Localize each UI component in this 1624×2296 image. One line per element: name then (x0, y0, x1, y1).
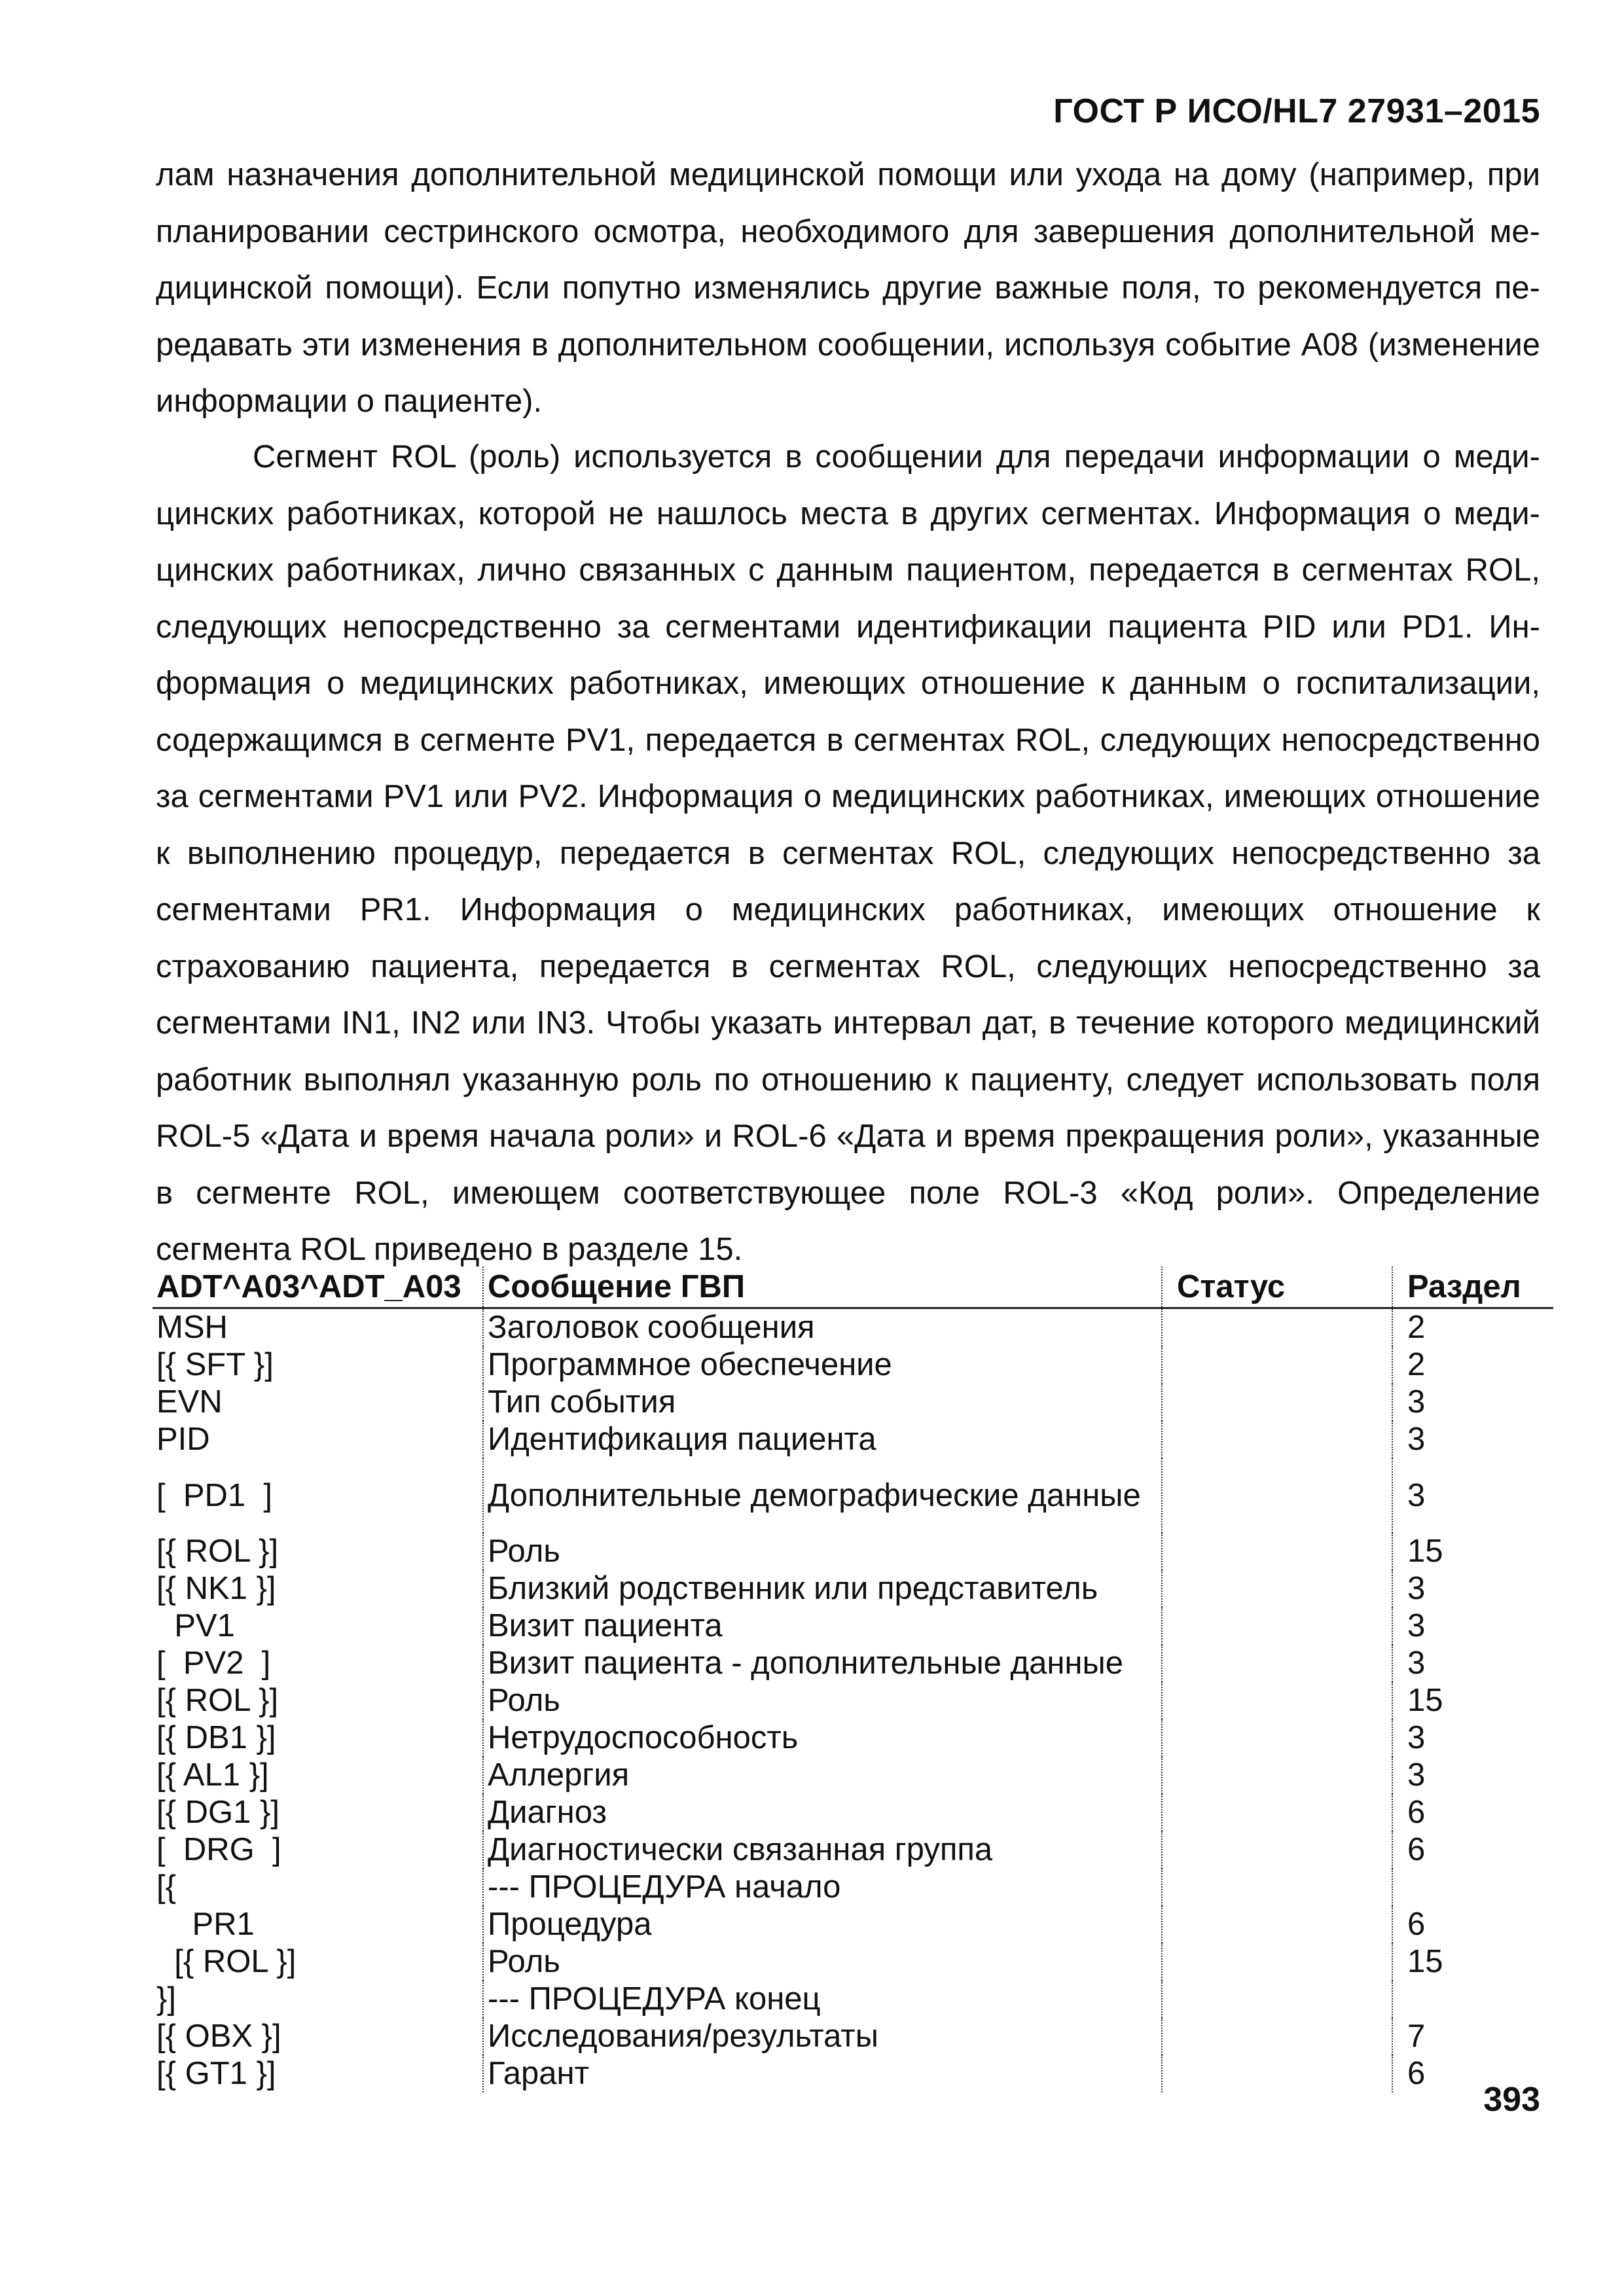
status-cell (1162, 2055, 1392, 2092)
segment-cell: [{ DG1 }] (153, 1794, 483, 1831)
status-cell (1162, 1906, 1392, 1943)
status-cell (1162, 1719, 1392, 1757)
paragraph-rol-segment: Сегмент ROL (роль) используется в сообщении для передачи информации о медицинских работниках, которой не нашлось места в других сегментах. Информация о медицинских работниках, лично связанных с данным пациентом, передается в сегментах ROL, следующих непосредственно за сегментами идентификации пациента PID или PD1. Информация о медицинских работниках, имеющих отношение к данным о госпитализации, содержащимся в сегменте PV1, передается в сегментах ROL, следующих непосредственно за сегментами PV1 или PV2. Информация о медицинских работниках, имеющих отношение к выполнению процедур, передается в сегментах ROL, следующих непосредственно за сегментами PR1. Информация о медицинских работниках, имеющих отношение к страхованию пациента, передается в сегментах ROL, следующих непосредственно за сегментами IN1, IN2 или IN3. Чтобы указать интервал дат, в течение которого медицинский работник выполнял указанную роль по отношению к пациенту, следует использовать поля ROL-5 «Дата и время начала роли» и ROL-6 «Дата и время прекращения роли», указанные в сегменте ROL, имеющем соответствующее поле ROL-3 «Код роли». Определение сегмента ROL приведено в разделе 15. (156, 439, 1540, 1267)
table-row (153, 1682, 1553, 1719)
section-cell: 15 (1407, 1534, 1443, 1569)
table-row (153, 1346, 1553, 1384)
page-number: 393 (1483, 2081, 1540, 2119)
section-cell: 2 (1407, 1347, 1426, 1382)
section-cell: 3 (1407, 1571, 1426, 1606)
description-cell: Гарант (483, 2055, 1162, 2092)
status-cell (1162, 1346, 1392, 1384)
table-row (153, 1943, 1553, 1981)
segment-cell: [{ GT1 }] (153, 2055, 483, 2092)
table-row (153, 1981, 1553, 2018)
section-cell: 6 (1407, 1907, 1426, 1942)
header-section: Раздел (1392, 1266, 1553, 1308)
section-cell: 15 (1407, 1683, 1443, 1718)
table-row (153, 1794, 1553, 1831)
segment-cell: [{ DB1 }] (153, 1719, 483, 1757)
table-row (153, 1458, 1553, 1533)
section-cell: 6 (1407, 1832, 1426, 1867)
header-status: Статус (1162, 1266, 1392, 1308)
status-cell (1162, 1869, 1392, 1906)
status-cell (1162, 1943, 1392, 1981)
status-cell (1162, 1384, 1392, 1421)
segment-cell: MSH (153, 1308, 483, 1347)
description-cell: Роль (483, 1533, 1162, 1570)
segment-cell: [{ (153, 1869, 483, 1906)
table-row (153, 1719, 1553, 1757)
message-structure-table (153, 1266, 1553, 2092)
section-cell: 3 (1407, 1384, 1426, 1420)
section-cell: 15 (1407, 1944, 1443, 1979)
segment-cell: [{ NK1 }] (153, 1570, 483, 1607)
status-cell (1162, 1533, 1392, 1570)
status-cell (1162, 1794, 1392, 1831)
status-cell (1162, 1607, 1392, 1645)
document-header: ГОСТ Р ИСО/HL7 27931–2015 (1053, 92, 1540, 130)
description-cell: Близкий родственник или представитель (483, 1570, 1162, 1607)
status-cell (1162, 1757, 1392, 1794)
status-cell (1162, 1308, 1392, 1347)
section-cell: 3 (1407, 1645, 1426, 1681)
section-cell: 3 (1407, 1422, 1426, 1457)
status-cell (1162, 1458, 1392, 1533)
section-cell (1392, 1981, 1553, 2018)
status-cell (1162, 2018, 1392, 2055)
segment-cell: [{ ROL }] (153, 1682, 483, 1719)
header-message-name: Сообщение ГВП (483, 1266, 1162, 1308)
section-cell: 3 (1407, 1477, 1426, 1513)
status-cell (1162, 1981, 1392, 2018)
description-cell: Исследования/результаты (483, 2018, 1162, 2055)
table-row (153, 1570, 1553, 1607)
table-header-row (153, 1266, 1553, 1308)
description-cell: Программное обеспечение (483, 1346, 1162, 1384)
description-cell: --- ПРОЦЕДУРА конец (483, 1981, 1162, 2018)
table-row (153, 1645, 1553, 1682)
status-cell (1162, 1831, 1392, 1869)
table-row (153, 1533, 1553, 1570)
segment-cell: [{ ROL }] (153, 1943, 483, 1981)
segment-cell: [{ AL1 }] (153, 1757, 483, 1794)
paragraph-continuation: лам назначения дополнительной медицинской помощи или ухода на дому (например, при планировании сестринского осмотра, необходимого для завершения дополнительной медицинской помощи). Если попутно изменялись другие важные поля, то рекомендуется передавать эти изменения в дополнительном сообщении, используя событие A08 (изменение информации о пациенте). (156, 157, 1540, 419)
section-cell: 3 (1407, 1720, 1426, 1755)
segment-cell: PR1 (153, 1906, 483, 1943)
table-row (153, 1906, 1553, 1943)
table-row (153, 1757, 1553, 1794)
segment-cell: [ PD1 ] (153, 1458, 483, 1533)
description-cell: Дополнительные демографические данные (483, 1458, 1162, 1533)
section-cell: 6 (1407, 1795, 1426, 1830)
section-cell: 3 (1407, 1608, 1426, 1643)
status-cell (1162, 1421, 1392, 1458)
segment-cell: [ PV2 ] (153, 1645, 483, 1682)
segment-cell: [{ SFT }] (153, 1346, 483, 1384)
description-cell: Заголовок сообщения (483, 1308, 1162, 1347)
segment-cell: [ DRG ] (153, 1831, 483, 1869)
description-cell: Роль (483, 1943, 1162, 1981)
table-row (153, 2055, 1553, 2092)
table-row (153, 1607, 1553, 1645)
description-cell: Тип события (483, 1384, 1162, 1421)
table-row (153, 1831, 1553, 1869)
table-row (153, 1308, 1553, 1347)
table-row (153, 1384, 1553, 1421)
segment-cell: PID (153, 1421, 483, 1458)
description-cell: Процедура (483, 1906, 1162, 1943)
table-row (153, 2018, 1553, 2055)
segment-cell: [{ ROL }] (153, 1533, 483, 1570)
section-cell: 2 (1407, 1310, 1426, 1345)
description-cell: --- ПРОЦЕДУРА начало (483, 1869, 1162, 1906)
description-cell: Идентификация пациента (483, 1421, 1162, 1458)
segment-cell: }] (153, 1981, 483, 2018)
status-cell (1162, 1645, 1392, 1682)
header-message-type: ADT^A03^ADT_A03 (153, 1266, 483, 1308)
description-cell: Нетрудоспособность (483, 1719, 1162, 1757)
segment-cell: [{ OBX }] (153, 2018, 483, 2055)
description-cell: Роль (483, 1682, 1162, 1719)
description-cell: Диагноз (483, 1794, 1162, 1831)
section-cell: 3 (1407, 1757, 1426, 1793)
description-cell: Диагностически связанная группа (483, 1831, 1162, 1869)
segment-cell: PV1 (153, 1607, 483, 1645)
section-cell: 6 (1407, 2056, 1426, 2091)
status-cell (1162, 1570, 1392, 1607)
status-cell (1162, 1682, 1392, 1719)
description-cell: Визит пациента (483, 1607, 1162, 1645)
description-cell: Визит пациента - дополнительные данные (483, 1645, 1162, 1682)
section-cell (1392, 1869, 1553, 1906)
description-cell: Аллергия (483, 1757, 1162, 1794)
table-body (153, 1308, 1553, 2093)
table-row (153, 1421, 1553, 1458)
table-row (153, 1869, 1553, 1906)
segment-cell: EVN (153, 1384, 483, 1421)
section-cell: 7 (1407, 2018, 1426, 2054)
